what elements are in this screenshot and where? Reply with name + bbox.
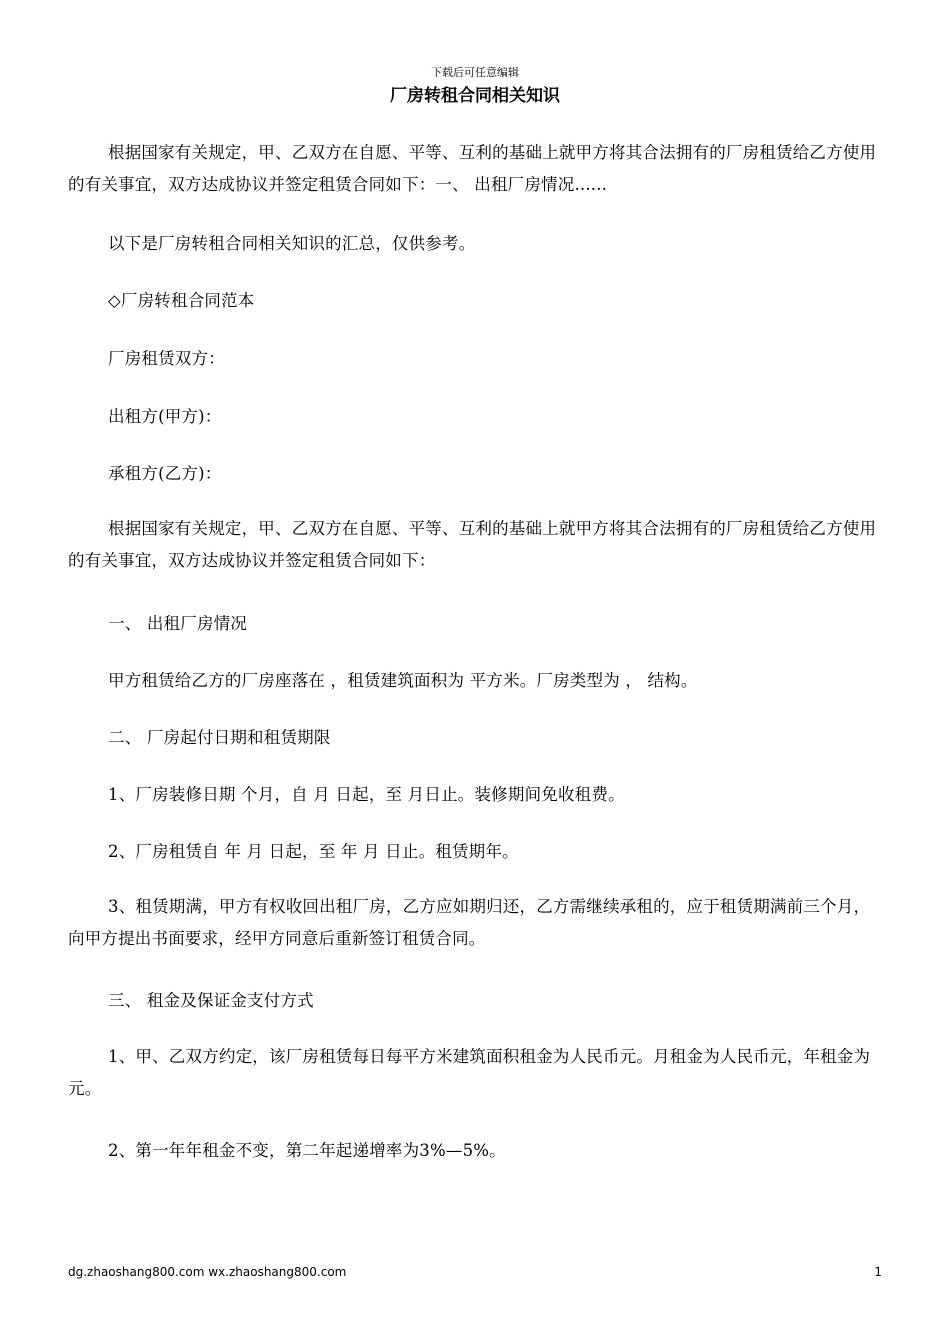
document-title: 厂房转租合同相关知识 — [390, 86, 560, 106]
paragraph-property-details: 甲方租赁给乙方的厂房座落在 ，租赁建筑面积为 平方米。厂房类型为 ， 结构。 — [108, 671, 698, 690]
section-heading-1: 一、 出租厂房情况 — [108, 614, 248, 633]
footer-websites: dg.zhaoshang800.com wx.zhaoshang800.com — [68, 1265, 347, 1279]
paragraph-rent-amount: 1、甲、乙双方约定，该厂房租赁每日每平方米建筑面积租金为人民币元。月租金为人民币元，年租金为 元。 — [68, 1047, 871, 1098]
section-heading-2: 二、 厂房起付日期和租赁期限 — [108, 728, 331, 747]
paragraph-parties: 厂房租赁双方： — [108, 349, 225, 368]
paragraph-summary: 以下是厂房转租合同相关知识的汇总，仅供参考。 — [108, 234, 476, 253]
paragraph-lessor: 出租方(甲方)： — [108, 407, 222, 426]
paragraph-renovation-period: 1、厂房装修日期 个月，自 月 日起，至 月日止。装修期间免收租费。 — [108, 785, 625, 804]
paragraph-lease-term: 2、厂房租赁自 年 月 日起，至 年 月 日止。租赁期年。 — [108, 842, 519, 861]
paragraph-rent-increase: 2、第一年年租金不变，第二年起递增率为3%—5%。 — [108, 1141, 506, 1160]
header-note: 下载后可任意编辑 — [431, 66, 519, 79]
paragraph-lessee: 承租方(乙方)： — [108, 464, 222, 483]
page-number: 1 — [874, 1265, 882, 1279]
paragraph-lease-expiry: 3、租赁期满，甲方有权收回出租厂房，乙方应如期归还，乙方需继续承租的，应于租赁期满前三个月，向甲方提出书面要求，经甲方同意后重新签订租赁合同。 — [68, 897, 871, 948]
paragraph-intro: 根据国家有关规定，甲、乙双方在自愿、平等、互利的基础上就甲方将其合法拥有的厂房租赁给乙方使用的有关事宜，双方达成协议并签定租赁合同如下：一、 出租厂房情况...... — [68, 143, 877, 194]
paragraph-template-heading: ◇厂房转租合同范本 — [108, 291, 255, 310]
section-heading-3: 三、 租金及保证金支付方式 — [108, 991, 314, 1010]
paragraph-agreement: 根据国家有关规定，甲、乙双方在自愿、平等、互利的基础上就甲方将其合法拥有的厂房租赁给乙方使用的有关事宜，双方达成协议并签定租赁合同如下： — [68, 519, 877, 570]
